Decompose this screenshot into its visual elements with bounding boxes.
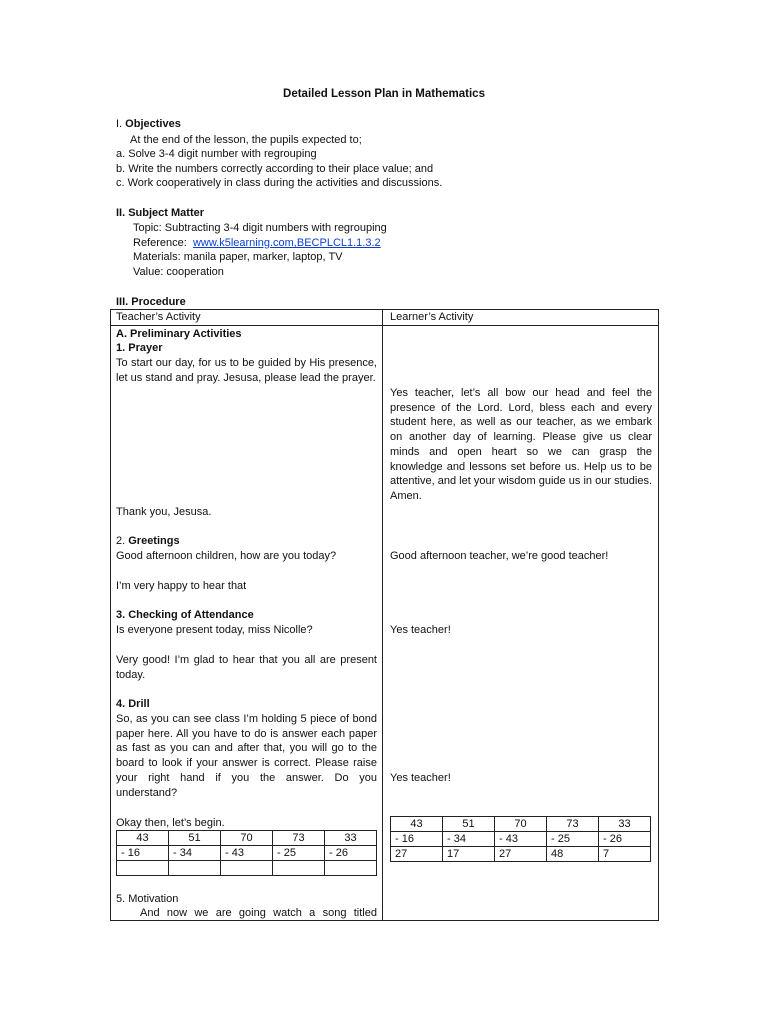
drill-answer: 7 xyxy=(599,847,651,862)
drill-subtrahend: - 43 xyxy=(221,846,273,861)
drill-subtrahend: - 34 xyxy=(443,832,495,847)
table-row xyxy=(391,832,651,847)
table-row xyxy=(391,817,651,832)
objective-item: b. Write the numbers correctly according to their place value; and xyxy=(116,163,434,175)
prayer-teacher-text: To start our day, for us to be guided by His presence, let us stand and pray. Jesusa, please lead the prayer. xyxy=(116,357,377,384)
table-row xyxy=(117,846,377,861)
motivation-heading: 5. Motivation xyxy=(116,893,179,905)
drill-top-number: 43 xyxy=(391,817,443,832)
drill-top-number: 43 xyxy=(117,831,169,846)
reference-link[interactable]: www.k5learning.com,BECPLCL1.1.3.2 xyxy=(192,237,381,249)
subject-matter-heading: II. Subject Matter xyxy=(116,207,205,219)
drill-top-number: 73 xyxy=(273,831,325,846)
motivation-teacher-text: And now we are going watch a song titled xyxy=(140,907,377,919)
drill-begin-text: Okay then, let’s begin. xyxy=(116,817,225,829)
reference-line: Reference: www.k5learning.com,BECPLCL1.1.3.2 xyxy=(133,237,381,249)
drill-answer: 27 xyxy=(495,847,547,862)
drill-answer: 17 xyxy=(443,847,495,862)
drill-answer-blank xyxy=(221,861,273,876)
header-divider xyxy=(110,325,659,326)
drill-top-number: 51 xyxy=(443,817,495,832)
drill-question-table xyxy=(116,830,377,876)
drill-top-number: 70 xyxy=(221,831,273,846)
materials-line: Materials: manila paper, marker, laptop, TV xyxy=(133,251,343,263)
drill-subtrahend: - 34 xyxy=(169,846,221,861)
drill-top-number: 51 xyxy=(169,831,221,846)
attendance-learner-text: Yes teacher! xyxy=(390,624,451,636)
drill-subtrahend: - 16 xyxy=(117,846,169,861)
drill-answer-blank xyxy=(273,861,325,876)
objective-item: c. Work cooperatively in class during the activities and discussions. xyxy=(116,177,443,189)
prayer-thanks-text: Thank you, Jesusa. xyxy=(116,506,212,518)
objectives-intro: At the end of the lesson, the pupils expected to; xyxy=(130,134,362,146)
drill-subtrahend: - 26 xyxy=(325,846,377,861)
drill-subtrahend: - 43 xyxy=(495,832,547,847)
drill-answer-blank xyxy=(117,861,169,876)
drill-subtrahend: - 25 xyxy=(273,846,325,861)
attendance-heading: 3. Checking of Attendance xyxy=(116,609,254,621)
topic-line: Topic: Subtracting 3-4 digit numbers with regrouping xyxy=(133,222,387,234)
greetings-teacher-text: Good afternoon children, how are you today? xyxy=(116,550,337,562)
drill-subtrahend: - 16 xyxy=(391,832,443,847)
column-divider xyxy=(382,309,383,921)
procedure-heading: III. Procedure xyxy=(116,296,186,308)
drill-answer-table xyxy=(390,816,651,862)
drill-teacher-text: So, as you can see class I’m holding 5 piece of bond paper here. All you have to do is answer each paper as fast as you can and after that, you will go to the board to look if your answer is correct. Please raise your right hand if you the answer. Do you understand? xyxy=(116,713,377,799)
objectives-heading: I. Objectives xyxy=(116,118,181,130)
drill-top-number: 33 xyxy=(325,831,377,846)
drill-learner-text: Yes teacher! xyxy=(390,772,451,784)
value-line: Value: cooperation xyxy=(133,266,224,278)
learner-column-header: Learner’s Activity xyxy=(390,311,474,323)
attendance-teacher-text: Is everyone present today, miss Nicolle? xyxy=(116,624,313,636)
drill-subtrahend: - 25 xyxy=(547,832,599,847)
prayer-heading: 1. Prayer xyxy=(116,342,163,354)
drill-answer: 48 xyxy=(547,847,599,862)
drill-heading: 4. Drill xyxy=(116,698,150,710)
greetings-learner-text: Good afternoon teacher, we’re good teacher! xyxy=(390,550,609,562)
objective-item: a. Solve 3-4 digit number with regrouping xyxy=(116,148,317,160)
drill-subtrahend: - 26 xyxy=(599,832,651,847)
drill-answer-blank xyxy=(169,861,221,876)
preliminary-heading: A. Preliminary Activities xyxy=(116,328,242,340)
greetings-teacher-reply: I’m very happy to hear that xyxy=(116,580,247,592)
table-row xyxy=(391,847,651,862)
greetings-heading: 2. Greetings xyxy=(116,535,180,547)
teacher-column-header: Teacher’s Activity xyxy=(116,311,201,323)
attendance-teacher-reply: Very good! I’m glad to hear that you all are present today. xyxy=(116,654,377,681)
document-title: Detailed Lesson Plan in Mathematics xyxy=(283,88,485,100)
drill-top-number: 73 xyxy=(547,817,599,832)
prayer-learner-text: Yes teacher, let’s all bow our head and feel the presence of the Lord. Lord, bless each and every student here, as well as our teacher, as we embark on another day of learning. Please give us clear minds and open heart so we can grasp the knowledge and lessons set before us. Help us to be attentive, and let your wisdom guide us in our studies. Amen. xyxy=(390,387,652,502)
table-row xyxy=(117,861,377,876)
drill-answer: 27 xyxy=(391,847,443,862)
table-row xyxy=(117,831,377,846)
drill-answer-blank xyxy=(325,861,377,876)
drill-top-number: 33 xyxy=(599,817,651,832)
drill-top-number: 70 xyxy=(495,817,547,832)
